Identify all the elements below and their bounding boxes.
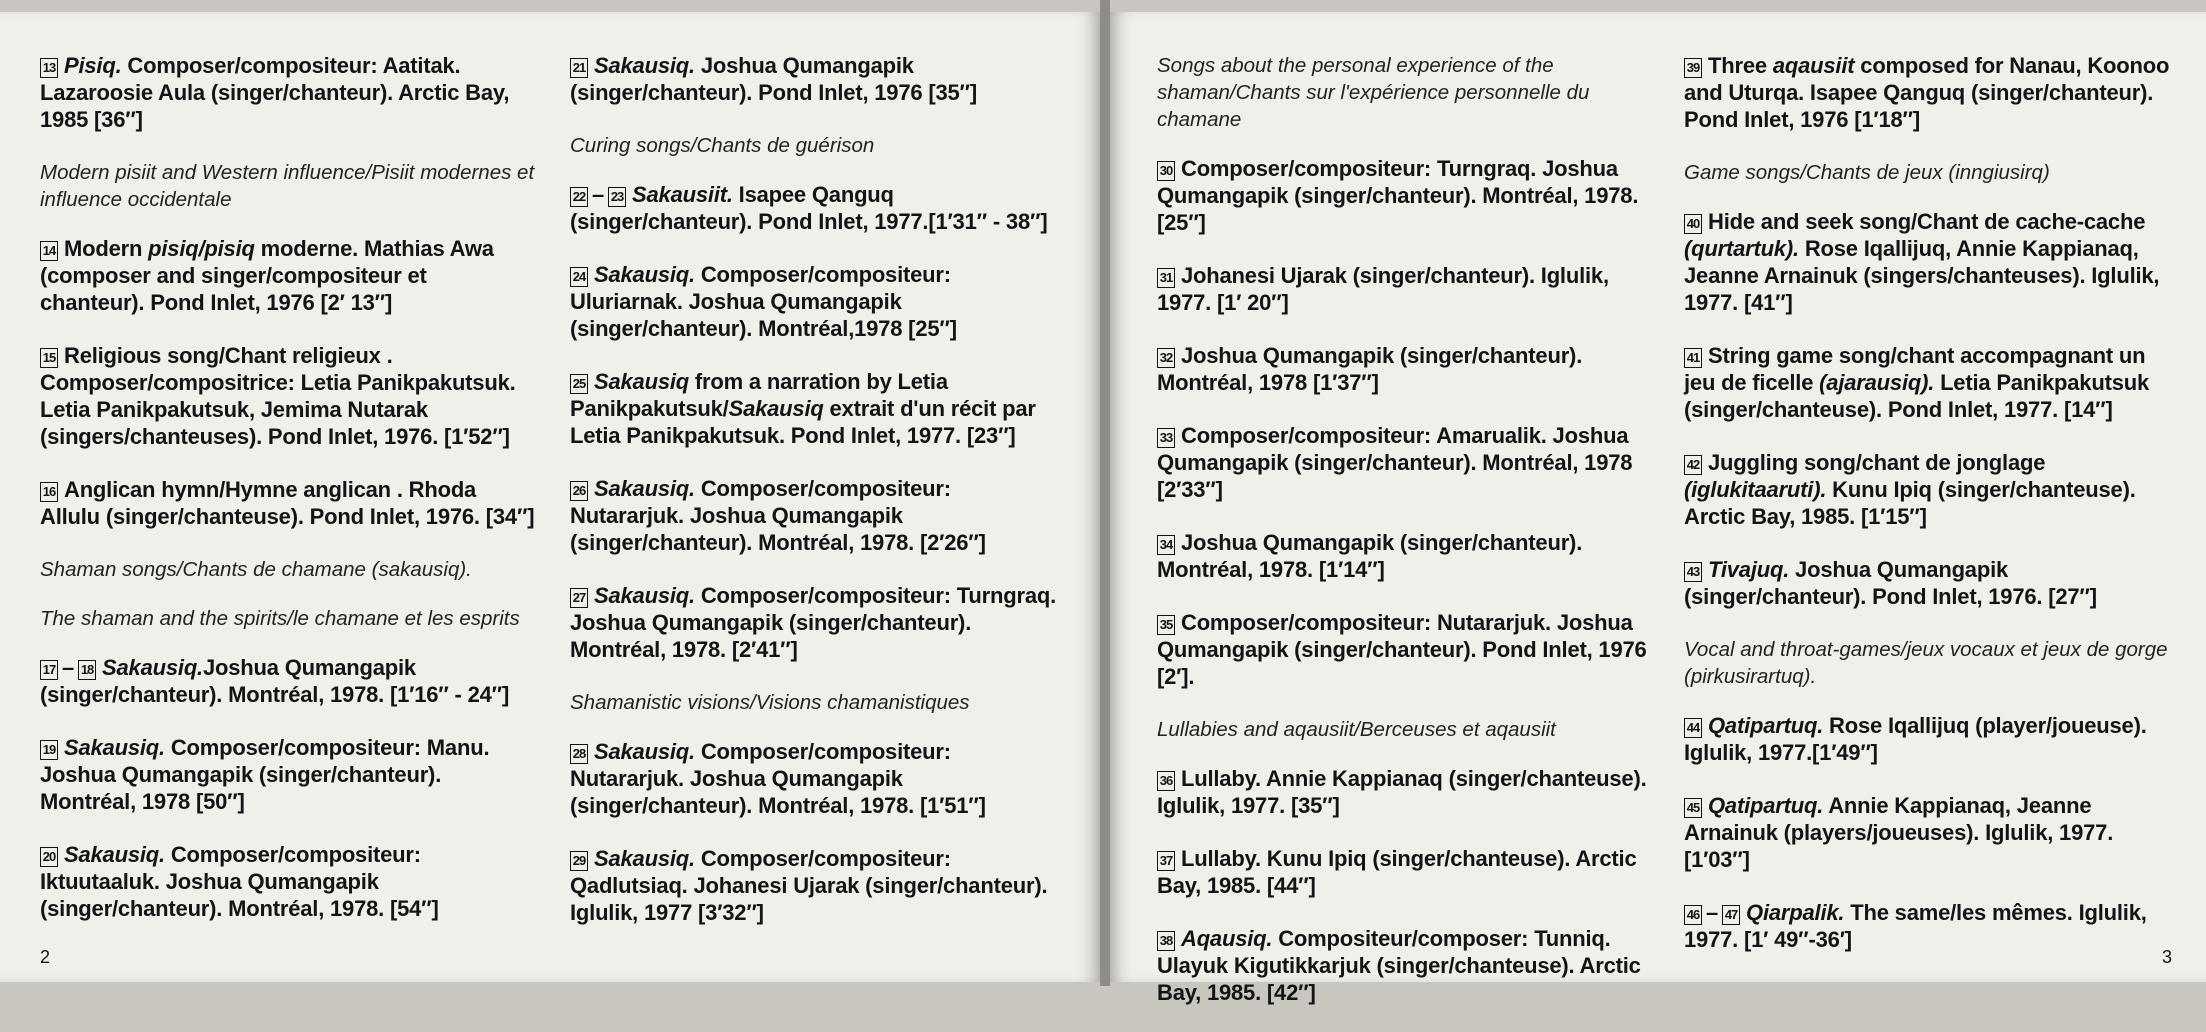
track-text: Composer/compositeur: Uluriarnak. Joshua Qumangapik (singer/chanteur). Montréal,1978 [25″]: [570, 262, 957, 341]
track-text: Joshua Qumangapik (singer/chanteur). Pond Inlet, 1976. [27″]: [1684, 557, 2097, 609]
track-text: Johanesi Ujarak (singer/chanteur). Iglulik, 1977. [1′ 20″]: [1157, 263, 1609, 315]
track-text: extrait d'un récit par Letia Panikpakutsuk. Pond Inlet, 1977. [23″]: [570, 396, 1036, 448]
track-text: Composer/compositeur: Manu. Joshua Qumangapik (singer/chanteur). Montréal, 1978 [50″]: [40, 735, 490, 814]
track-text: Annie Kappianaq, Jeanne Arnainuk (players/joueuses). Iglulik, 1977. [1′03″]: [1684, 793, 2114, 872]
track-range-dash: –: [62, 655, 75, 680]
column-4: [1684, 52, 2179, 979]
track-title-italic: Sakausiit.: [632, 182, 733, 207]
track-text: Juggling song/chant de jonglage: [1708, 450, 2046, 475]
track-entry: [40, 52, 535, 133]
track-entry: [1684, 792, 2179, 873]
track-number-badge: 27: [570, 588, 588, 608]
column-3: [1157, 52, 1652, 1032]
track-title-italic: Sakausiq.: [594, 583, 695, 608]
track-entry: [570, 845, 1060, 926]
track-title-italic: Sakausiq: [594, 369, 690, 394]
track-entry: [1684, 449, 2179, 530]
track-range-dash: –: [1706, 900, 1719, 925]
track-entry: [570, 582, 1060, 663]
section-heading: Shamanistic visions/Visions chamanistiques: [570, 691, 970, 714]
track-number-badge: 43: [1684, 562, 1702, 582]
track-number-badge: 22: [570, 187, 588, 207]
track-text: Composer/compositeur: Nutararjuk. Joshua Qumangapik (singer/chanteur). Montréal, 1978. [2′26″]: [570, 476, 986, 555]
track-text: Compositeur/composer: Tunniq. Ulayuk Kigutikkarjuk (singer/chanteuse). Arctic Bay, 1985. [42″]: [1157, 926, 1641, 1005]
track-entry: [1157, 155, 1652, 236]
track-entry: [40, 734, 535, 815]
track-text: from a narration by Letia Panikpakutsuk/: [570, 369, 948, 421]
track-number-badge: 37: [1157, 851, 1175, 871]
track-number-badge: 31: [1157, 268, 1175, 288]
track-entry: [1157, 765, 1652, 819]
track-text: Hide and seek song/Chant de cache-cache: [1708, 209, 2146, 234]
track-number-badge: 17: [40, 660, 58, 680]
track-number-badge: 30: [1157, 161, 1175, 181]
track-title-italic: Pisiq.: [64, 53, 122, 78]
track-number-badge: 23: [608, 187, 626, 207]
section-heading: Modern pisiit and Western influence/Pisiit modernes et influence occidentale: [40, 161, 535, 211]
track-entry: [40, 654, 535, 708]
track-entry: [1684, 556, 2179, 610]
track-number-badge: 25: [570, 374, 588, 394]
track-number-badge: 47: [1722, 905, 1740, 925]
track-title-italic: Sakausiq.: [64, 735, 165, 760]
section-heading: Vocal and throat-games/jeux vocaux et jeux de gorge (pirkusirartuq).: [1684, 638, 2168, 688]
track-number-badge: 39: [1684, 58, 1702, 78]
track-entry: [1684, 208, 2179, 316]
track-title-italic: Sakausiq.: [594, 262, 695, 287]
book-gutter: [1100, 0, 1110, 986]
track-title-italic: Sakausiq: [728, 396, 824, 421]
track-number-badge: 29: [570, 851, 588, 871]
right-page: [1110, 12, 2206, 1005]
track-entry: [1157, 529, 1652, 583]
track-title-italic: Sakausiq.: [594, 739, 695, 764]
track-number-badge: 20: [40, 847, 58, 867]
track-entry: [40, 235, 535, 316]
track-title-italic: pisiq/pisiq: [148, 236, 255, 261]
track-text: Three: [1708, 53, 1773, 78]
track-number-badge: 36: [1157, 771, 1175, 791]
track-number-badge: 19: [40, 740, 58, 760]
track-entry: [570, 738, 1060, 819]
track-title-italic: Qiarpalik.: [1746, 900, 1845, 925]
track-text: Anglican hymn/Hymne anglican . Rhoda Allulu (singer/chanteuse). Pond Inlet, 1976. [34″]: [40, 477, 535, 529]
track-entry: [1684, 712, 2179, 766]
track-entry: [1157, 262, 1652, 316]
track-text: Composer/compositeur: Aatitak. Lazaroosie Aula (singer/chanteur). Arctic Bay, 1985 [36″]: [40, 53, 510, 132]
track-text: composed for Nanau, Koonoo and Uturqa. Isapee Qanguq (singer/chanteur). Pond Inlet, 1976 [1′18″]: [1684, 53, 2170, 132]
track-text: Joshua Qumangapik (singer/chanteur). Montréal, 1978. [1′16″ - 24″]: [40, 655, 510, 707]
track-entry: [40, 841, 535, 922]
track-number-badge: 16: [40, 482, 58, 502]
track-number-badge: 40: [1684, 214, 1702, 234]
track-title-italic: Sakausiq.: [594, 53, 695, 78]
track-text: Composer/compositeur: Nutararjuk. Joshua Qumangapik (singer/chanteur). Montréal, 1978. [1′51″]: [570, 739, 986, 818]
section-heading: Songs about the personal experience of the shaman/Chants sur l'expérience personnelle du chamane: [1157, 54, 1590, 131]
track-text: Kunu Ipiq (singer/chanteuse). Arctic Bay, 1985. [1′15″]: [1684, 477, 2136, 529]
track-entry: [570, 181, 1060, 235]
track-entry: [570, 52, 1060, 106]
track-title-italic: (iglukitaaruti).: [1684, 477, 1827, 502]
track-entry: [1157, 422, 1652, 503]
track-number-badge: 14: [40, 241, 58, 261]
track-entry: [1157, 609, 1652, 690]
track-text: Composer/compositeur: Turngraq. Joshua Qumangapik (singer/chanteur). Montréal, 1978. [25″]: [1157, 156, 1639, 235]
track-text: Religious song/Chant religieux . Composer/compositrice: Letia Panikpakutsuk. Letia Panikpakutsuk, Jemima Nutarak (singers/chanteuses). Pond Inlet, 1976. [1′52″]: [40, 343, 516, 449]
track-number-badge: 45: [1684, 798, 1702, 818]
track-entry: [1157, 925, 1652, 1006]
track-text: Modern: [64, 236, 149, 261]
page-number-right: 3: [2161, 947, 2172, 967]
track-entry: [570, 368, 1060, 449]
track-entry: [570, 261, 1060, 342]
track-entry: [1684, 342, 2179, 423]
track-number-badge: 26: [570, 481, 588, 501]
track-text: Joshua Qumangapik (singer/chanteur). Montréal, 1978 [1′37″]: [1157, 343, 1583, 395]
track-text: Composer/compositeur: Turngraq. Joshua Qumangapik (singer/chanteur). Montréal, 1978. [2′41″]: [570, 583, 1057, 662]
track-text: Lullaby. Kunu Ipiq (singer/chanteuse). Arctic Bay, 1985. [44″]: [1157, 846, 1637, 898]
section-heading: Shaman songs/Chants de chamane (sakausiq).: [40, 558, 472, 581]
page-number-left: 2: [40, 947, 51, 967]
section-heading: The shaman and the spirits/le chamane et les esprits: [40, 607, 520, 630]
track-range-dash: –: [592, 182, 605, 207]
track-number-badge: 21: [570, 58, 588, 78]
section-heading: Lullabies and aqausiit/Berceuses et aqausiit: [1157, 718, 1556, 741]
track-text: Isapee Qanguq (singer/chanteur). Pond Inlet, 1977.[1′31″ - 38″]: [570, 182, 1048, 234]
track-title-italic: Sakausiq.: [594, 846, 695, 871]
track-entry: [1684, 52, 2179, 133]
track-number-badge: 15: [40, 348, 58, 368]
track-number-badge: 35: [1157, 615, 1175, 635]
track-title-italic: Sakausiq.: [102, 655, 203, 680]
track-number-badge: 13: [40, 58, 58, 78]
track-title-italic: Sakausiq.: [594, 476, 695, 501]
track-number-badge: 38: [1157, 931, 1175, 951]
column-2: [570, 52, 1060, 952]
track-text: Rose Iqallijuq, Annie Kappianaq, Jeanne Arnainuk (singers/chanteuses). Iglulik, 1977. [41″]: [1684, 236, 2160, 315]
section-heading: Game songs/Chants de jeux (inngiusirq): [1684, 161, 2050, 184]
track-entry: [1684, 899, 2179, 953]
track-entry: [570, 475, 1060, 556]
track-number-badge: 34: [1157, 535, 1175, 555]
track-entry: [1157, 342, 1652, 396]
track-number-badge: 41: [1684, 348, 1702, 368]
track-text: Composer/compositeur: Amarualik. Joshua Qumangapik (singer/chanteur). Montréal, 1978 [2′33″]: [1157, 423, 1633, 502]
track-number-badge: 18: [78, 660, 96, 680]
track-number-badge: 42: [1684, 455, 1702, 475]
track-title-italic: (qurtartuk).: [1684, 236, 1799, 261]
track-title-italic: (ajarausiq).: [1819, 370, 1935, 395]
track-title-italic: Qatipartuq.: [1708, 793, 1824, 818]
track-entry: [40, 342, 535, 450]
track-text: Composer/compositeur: Iktuutaaluk. Joshua Qumangapik (singer/chanteur). Montréal, 1978. [54″]: [40, 842, 439, 921]
left-page: [0, 12, 1100, 982]
track-text: Composer/compositeur: Qadlutsiaq. Johanesi Ujarak (singer/chanteur). Iglulik, 1977 [3′32″]: [570, 846, 1048, 925]
track-entry: [1157, 845, 1652, 899]
track-number-badge: 44: [1684, 718, 1702, 738]
track-text: Joshua Qumangapik (singer/chanteur). Montréal, 1978. [1′14″]: [1157, 530, 1583, 582]
track-title-italic: aqausiit: [1772, 53, 1855, 78]
track-text: Joshua Qumangapik (singer/chanteur). Pond Inlet, 1976 [35″]: [570, 53, 977, 105]
track-text: Letia Panikpakutsuk (singer/chanteuse). Pond Inlet, 1977. [14″]: [1684, 370, 2150, 422]
track-title-italic: Tivajuq.: [1708, 557, 1790, 582]
track-title-italic: Sakausiq.: [64, 842, 165, 867]
track-number-badge: 46: [1684, 905, 1702, 925]
track-number-badge: 33: [1157, 428, 1175, 448]
column-1: [40, 52, 535, 948]
section-heading: Curing songs/Chants de guérison: [570, 134, 875, 157]
track-text: String game song/chant accompagnant un jeu de ficelle: [1684, 343, 2146, 395]
track-entry: [40, 476, 535, 530]
track-text: Lullaby. Annie Kappianaq (singer/chanteuse). Iglulik, 1977. [35″]: [1157, 766, 1647, 818]
track-title-italic: Aqausiq.: [1181, 926, 1273, 951]
track-number-badge: 28: [570, 744, 588, 764]
track-text: Composer/compositeur: Nutararjuk. Joshua Qumangapik (singer/chanteur). Pond Inlet, 1976 [2′].: [1157, 610, 1647, 689]
track-text: moderne. Mathias Awa (composer and singer/compositeur et chanteur). Pond Inlet, 1976 [2′ 13″]: [40, 236, 494, 315]
track-text: The same/les mêmes. Iglulik, 1977. [1′ 49″-36′]: [1684, 900, 2147, 952]
track-title-italic: Qatipartuq.: [1708, 713, 1824, 738]
track-number-badge: 24: [570, 267, 588, 287]
track-text: Rose Iqallijuq (player/joueuse). Iglulik, 1977.[1′49″]: [1684, 713, 2147, 765]
track-number-badge: 32: [1157, 348, 1175, 368]
